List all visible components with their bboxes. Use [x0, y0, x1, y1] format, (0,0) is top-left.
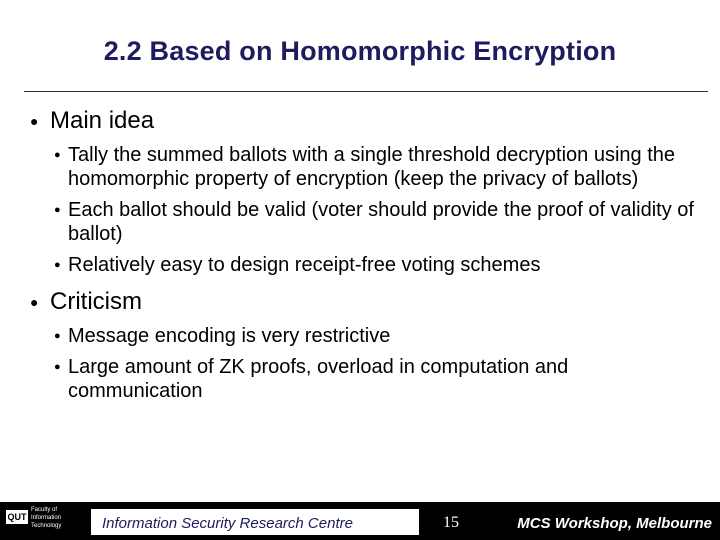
sub-bullet-icon: ● [54, 259, 61, 271]
title-divider [24, 91, 708, 92]
slide-title: 2.2 Based on Homomorphic Encryption [103, 36, 617, 66]
sub-bullet-icon: ● [54, 204, 61, 216]
sub-bullet-icon: ● [54, 149, 61, 161]
bullet-criticism [28, 287, 708, 317]
sub-bullet-text: Large amount of ZK proofs, overload in computation and communication [68, 356, 569, 402]
sub-bullet-text: Message encoding is very restrictive [68, 325, 391, 347]
sub-bullet [52, 198, 708, 246]
bullet-icon: ● [30, 294, 39, 310]
sub-bullet [52, 324, 708, 348]
bullet-icon: ● [30, 113, 39, 129]
sub-bullet [52, 143, 708, 191]
qut-logo: QUT [7, 512, 27, 522]
workshop-label: MCS Workshop, Melbourne [517, 515, 712, 532]
research-centre-label: Information Security Research Centre [102, 515, 353, 532]
faculty-line: Information [31, 515, 62, 521]
bullet-heading: Main idea [50, 107, 155, 134]
sub-bullet-icon: ● [54, 330, 61, 342]
faculty-line: Faculty of [31, 507, 58, 513]
bullet-main-idea [28, 106, 708, 136]
page-number: 15 [443, 514, 459, 531]
sub-bullet-text: Each ballot should be valid (voter should provide the proof of validity of ballot) [68, 199, 694, 245]
sub-bullet-icon: ● [54, 361, 61, 373]
faculty-line: Technology [31, 523, 62, 529]
sub-bullet-text: Relatively easy to design receipt-free voting schemes [68, 254, 541, 276]
slide-content [28, 98, 708, 403]
faculty-name [31, 506, 81, 530]
bullet-heading: Criticism [50, 288, 142, 315]
sub-bullet [52, 355, 708, 403]
sub-bullet-text: Tally the summed ballots with a single threshold decryption using the homomorphic property of encryption (keep the privacy of ballots) [68, 144, 675, 190]
sub-bullet [52, 253, 708, 277]
